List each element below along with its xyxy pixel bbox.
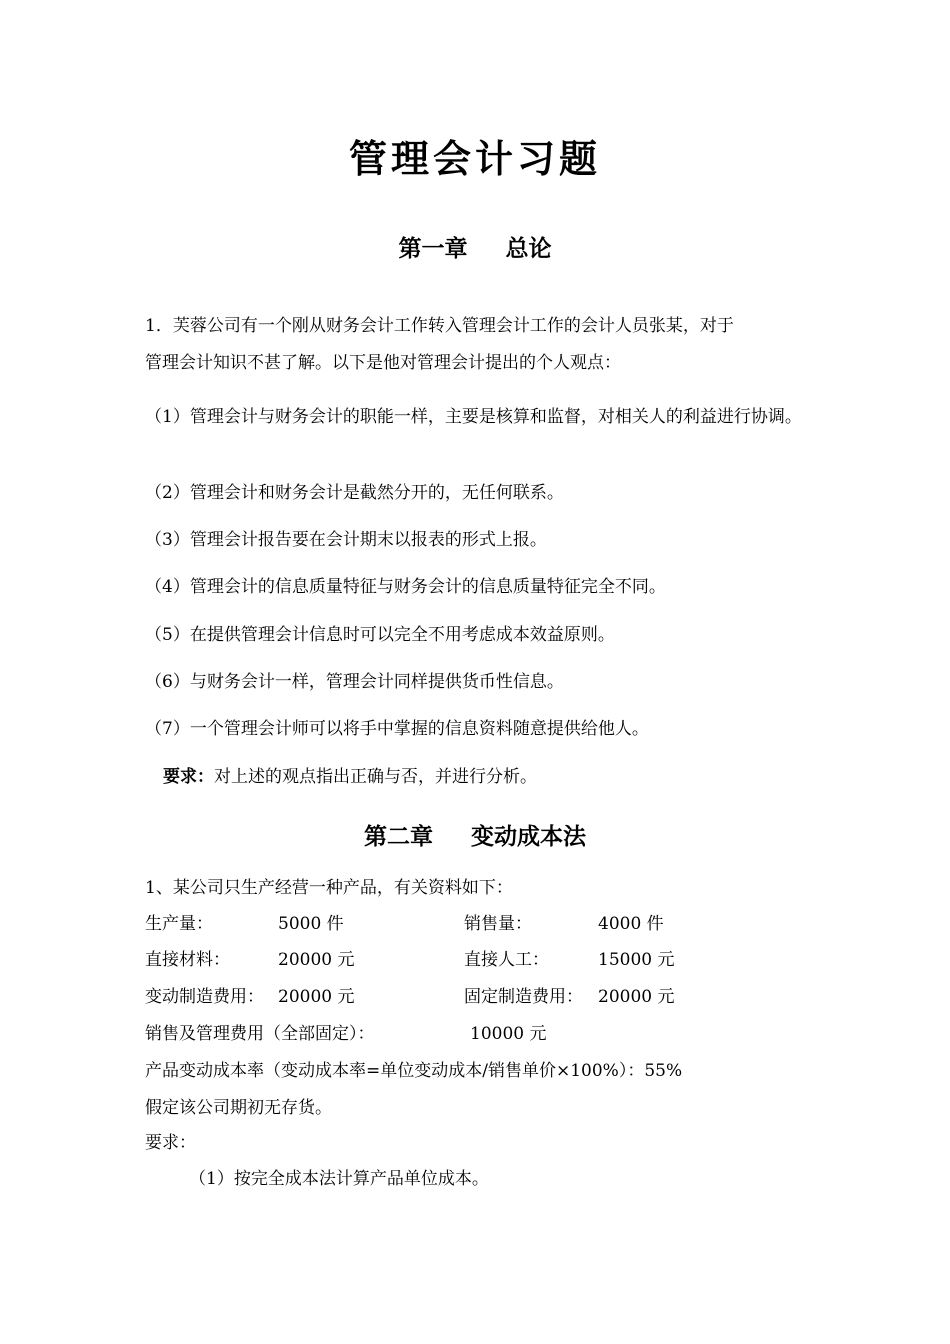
selling-admin-value: 10000 元 (470, 1024, 547, 1044)
viewpoint-1: （1）管理会计与财务会计的职能一样，主要是核算和监督，对相关人的利益进行协调。 (145, 407, 802, 427)
sales-value: 4000 件 (598, 914, 664, 934)
viewpoint-3: （3）管理会计报告要在会计期末以报表的形式上报。 (145, 530, 547, 550)
chapter-1-heading (0, 230, 950, 263)
direct-material-value: 20000 元 (278, 950, 355, 970)
selling-admin-label: 销售及管理费用（全部固定）： (145, 1024, 375, 1044)
sales-label: 销售量： (464, 914, 532, 934)
page-title: 管理会计习题 (348, 136, 601, 181)
no-inventory-note: 假定该公司期初无存货。 (145, 1098, 332, 1118)
direct-labor-label: 直接人工： (464, 950, 549, 970)
chapter-2-heading (0, 818, 950, 851)
viewpoint-4: （4）管理会计的信息质量特征与财务会计的信息质量特征完全不同。 (145, 577, 666, 597)
viewpoint-6: （6）与财务会计一样，管理会计同样提供货币性信息。 (145, 672, 564, 692)
requirement-item-1: （1）按完全成本法计算产品单位成本。 (189, 1169, 489, 1189)
chapter-1-requirement (163, 762, 537, 787)
variable-cost-rate: 产品变动成本率（变动成本率=单位变动成本/销售单价×100%）：55% (145, 1061, 683, 1081)
chapter-1-number: 第一章 (398, 235, 468, 262)
chapter-2-requirement-label: 要求： (145, 1133, 196, 1153)
requirement-text: 对上述的观点指出正确与否，并进行分析。 (214, 767, 537, 787)
variable-overhead-value: 20000 元 (278, 987, 355, 1007)
viewpoint-2: （2）管理会计和财务会计是截然分开的，无任何联系。 (145, 483, 564, 503)
fixed-overhead-label: 固定制造费用： (464, 987, 583, 1007)
chapter-1-name: 总论 (505, 235, 552, 262)
question-2-1-intro: 1、某公司只生产经营一种产品，有关资料如下： (145, 878, 513, 898)
direct-labor-value: 15000 元 (598, 950, 675, 970)
chapter-2-name: 变动成本法 (471, 823, 586, 850)
chapter-2-number: 第二章 (364, 823, 433, 850)
production-value: 5000 件 (278, 914, 344, 934)
variable-overhead-label: 变动制造费用： (145, 987, 264, 1007)
question-1-line-2: 管理会计知识不甚了解。以下是他对管理会计提出的个人观点： (145, 353, 621, 373)
viewpoint-5: （5）在提供管理会计信息时可以完全不用考虑成本效益原则。 (145, 625, 615, 645)
production-label: 生产量： (145, 914, 213, 934)
fixed-overhead-value: 20000 元 (598, 987, 675, 1007)
question-1-line-1: 1．芙蓉公司有一个刚从财务会计工作转入管理会计工作的会计人员张某，对于 (145, 316, 734, 336)
viewpoint-7: （7）一个管理会计师可以将手中掌握的信息资料随意提供给他人。 (145, 719, 649, 739)
direct-material-label: 直接材料： (145, 950, 230, 970)
requirement-label: 要求： (163, 767, 214, 787)
